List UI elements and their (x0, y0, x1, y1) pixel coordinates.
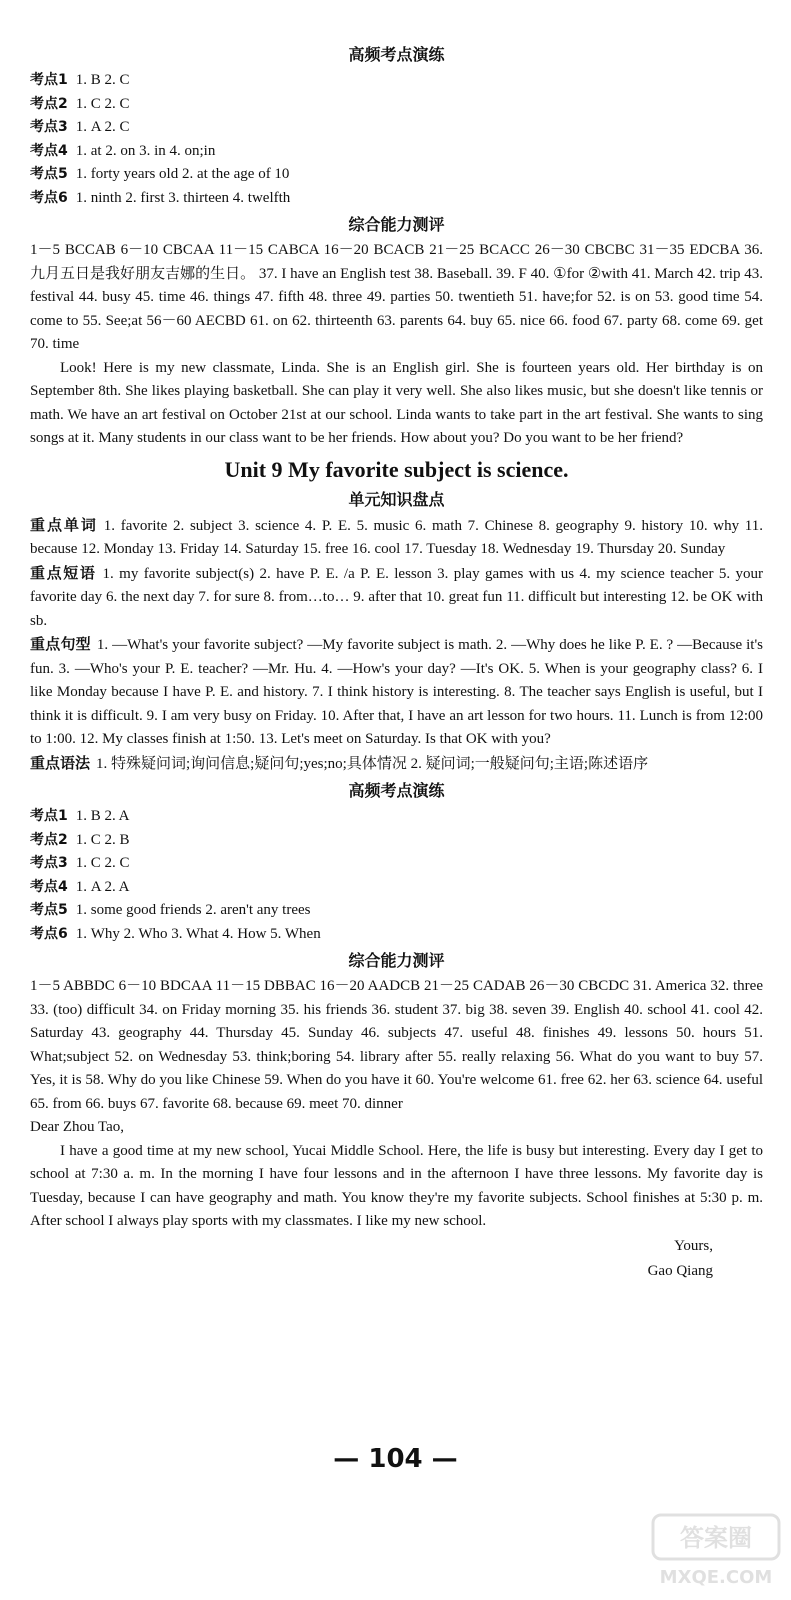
kaodian-answers: 1. B 2. A (75, 808, 130, 824)
kaodian-answers: 1. C 2. C (75, 95, 130, 112)
kaodian-line (30, 805, 763, 829)
key-words-text: 1. favorite 2. subject 3. science 4. P. E. 5. music 6. math 7. Chinese 8. geography 9. history 10. why 11. because 12. Monday 13. Friday 14. Saturday 15. free 16. cool 17. Tuesday 18. Wednesday 19. Thursday 20. Sunday (30, 517, 763, 557)
kaodian-line (30, 93, 763, 117)
kaodian-label: 考点6 (30, 189, 68, 206)
unit-title: Unit 9 My favorite subject is science. (224, 456, 569, 482)
kaodian-line (30, 852, 763, 876)
letter-closing: Yours, (674, 1237, 713, 1254)
watermark-logo (651, 1513, 781, 1588)
kaodian-label: 考点3 (30, 119, 68, 135)
essay-paragraph: Look! Here is my new classmate, Linda. She is an English girl. She is fourteen years old. Her birthday is on September 8th. She likes playing basketball. She can play it very well. She also likes music, but she doesn't like tennis or math. We have an art festival on October 21st at our school. Linda wants to take part in the art festival. She wants to sing songs at it. Many students in our class want to be her friends. How about you? Do you want to be her friend? (30, 359, 763, 446)
kaodian-label: 考点5 (30, 166, 68, 182)
key-phrases (30, 562, 763, 634)
kaodian-line (30, 829, 763, 853)
section-2 (30, 212, 763, 451)
key-phrases-text: 1. my favorite subject(s) 2. have P. E. /a P. E. lesson 3. play games with us 4. my science teacher 5. your favorite day 6. the next day 7. for sure 8. from…to… 9. after that 10. great fun 11. difficult but interesting 12. be OK with sb. (30, 565, 763, 629)
section-title: 高频考点演练 (348, 781, 445, 800)
kaodian-answers: 1. ninth 2. first 3. thirteen 4. twelfth (75, 189, 291, 206)
kaodian-answers: 1. B 2. C (75, 72, 130, 88)
section-3 (30, 778, 763, 946)
kaodian-label: 考点2 (30, 95, 68, 112)
kaodian-answers: 1. Why 2. Who 3. What 4. How 5. When (75, 925, 321, 942)
kaodian-label: 考点1 (30, 808, 68, 824)
comprehensive-answers: 1－5 ABBDC 6－10 BDCAA 11－15 DBBAC 16－20 AADCB 21－25 CADAB 26－30 CBCDC 31. America 32. three 33. (too) difficult 34. on Friday morning 35. his friends 36. student 37. big 38. seven 39. English 40. school 41. cool 42. Saturday 43. geography 44. Thursday 45. Sunday 46. subjects 47. useful 48. finishes 49. lessons 50. hours 51. What;subject 52. on Wednesday 53. think;boring 54. library after 55. really relaxing 56. What do you want to buy 57. Yes, it is 58. Why do you like Chinese 59. When do you have it 60. You're welcome 61. free 62. her 63. science 64. useful 65. from 66. buys 67. favorite 68. because 69. meet 70. dinner (30, 978, 763, 1112)
kaodian-answers: 1. C 2. C (75, 855, 130, 871)
kaodian-answers: 1. A 2. C (75, 119, 130, 135)
section-1 (30, 42, 763, 210)
kaodian-label: 考点4 (30, 878, 68, 895)
letter-body: I have a good time at my new school, Yucai Middle School. Here, the life is busy but interesting. Every day I get to school at 7:30 a. m. In the morning I have four lessons and in the afternoon I have three lessons. My favorite day is Tuesday, because I can have geography and math. You know they're my favorite subjects. School finishes at 5:30 p. m. After school I always play sports with my classmates. I like my new school. (30, 1142, 763, 1229)
key-phrases-label: 重点短语 (30, 563, 97, 582)
kaodian-label: 考点5 (30, 902, 68, 918)
comprehensive-answers: 1－5 BCCAB 6－10 CBCAA 11－15 CABCA 16－20 BCACB 21－25 BCACC 26－30 CBCBC 31－35 EDCBA 36. 九月五日是我好朋友吉娜的生日。 37. I have an English test 38. Baseball. 39. F 40. ①for ②with 41. March 42. trip 43. festival 44. busy 45. time 46. things 47. fifth 48. three 49. parties 50. twentieth 51. have;for 52. is on 53. good time 54. come to 55. See;at 56－60 AECBD 61. on 62. thirteenth 63. parents 64. buy 65. nice 66. food 67. party 68. come 69. get 70. time (30, 242, 763, 352)
letter-greeting: Dear Zhou Tao, (30, 1119, 125, 1135)
kaodian-line (30, 876, 763, 900)
kaodian-label: 考点6 (30, 925, 68, 942)
section-title: 综合能力测评 (348, 215, 445, 234)
kaodian-answers: 1. A 2. A (75, 878, 130, 895)
kaodian-line (30, 163, 763, 187)
kaodian-label: 考点1 (30, 72, 68, 88)
key-sentences-label: 重点句型 (30, 635, 91, 653)
section-title: 综合能力测评 (348, 951, 445, 970)
kaodian-line (30, 899, 763, 923)
kaodian-line (30, 116, 763, 140)
kaodian-label: 考点3 (30, 855, 68, 871)
svg-text:MXQE.COM: MXQE.COM (659, 1567, 773, 1588)
kaodian-line (30, 140, 763, 164)
letter-signature: Gao Qiang (647, 1262, 713, 1279)
kaodian-answers: 1. some good friends 2. aren't any trees (75, 902, 311, 918)
key-sentences-text: 1. —What's your favorite subject? —My favorite subject is math. 2. —Why does he like P. E. ? —Because it's fun. 3. —Who's your P. E. teacher? —Mr. Hu. 4. —How's your day? —It's OK. 5. When is your geography class? 6. I like Monday because I have P. E. and history. 7. I think history is interesting. 8. The teacher says English is useful, but I think it is difficult. 9. I am very busy on Friday. 10. After that, I have an art lesson for two hours. 11. Lunch is from 12:00 to 1:00. 12. My classes finish at 1:50. 13. Let's meet on Saturday. Is that OK with you? (30, 637, 763, 747)
svg-text:答案圈: 答案圈 (680, 1524, 752, 1552)
kaodian-label: 考点4 (30, 142, 68, 159)
key-grammar-label: 重点语法 (30, 753, 91, 772)
key-sentences (30, 633, 763, 752)
unit-9 (30, 457, 763, 777)
key-grammar-text: 1. 特殊疑问词;询问信息;疑问句;yes;no;具体情况 2. 疑问词;一般疑问句;主语;陈述语序 (96, 755, 649, 772)
key-grammar (30, 752, 763, 777)
page-number: — 104 — (333, 1444, 458, 1474)
kaodian-answers: 1. C 2. B (75, 831, 130, 848)
key-words-label: 重点单词 (30, 515, 98, 534)
kaodian-line (30, 69, 763, 93)
section-4 (30, 948, 763, 1284)
kaodian-answers: 1. at 2. on 3. in 4. on;in (75, 142, 216, 159)
section-title: 高频考点演练 (348, 45, 445, 64)
kaodian-label: 考点2 (30, 831, 68, 848)
key-words (30, 514, 763, 562)
kaodian-answers: 1. forty years old 2. at the age of 10 (75, 166, 290, 182)
kaodian-line (30, 923, 763, 947)
answer-page (30, 40, 763, 1284)
unit-subtitle: 单元知识盘点 (348, 489, 445, 509)
kaodian-line (30, 187, 763, 211)
